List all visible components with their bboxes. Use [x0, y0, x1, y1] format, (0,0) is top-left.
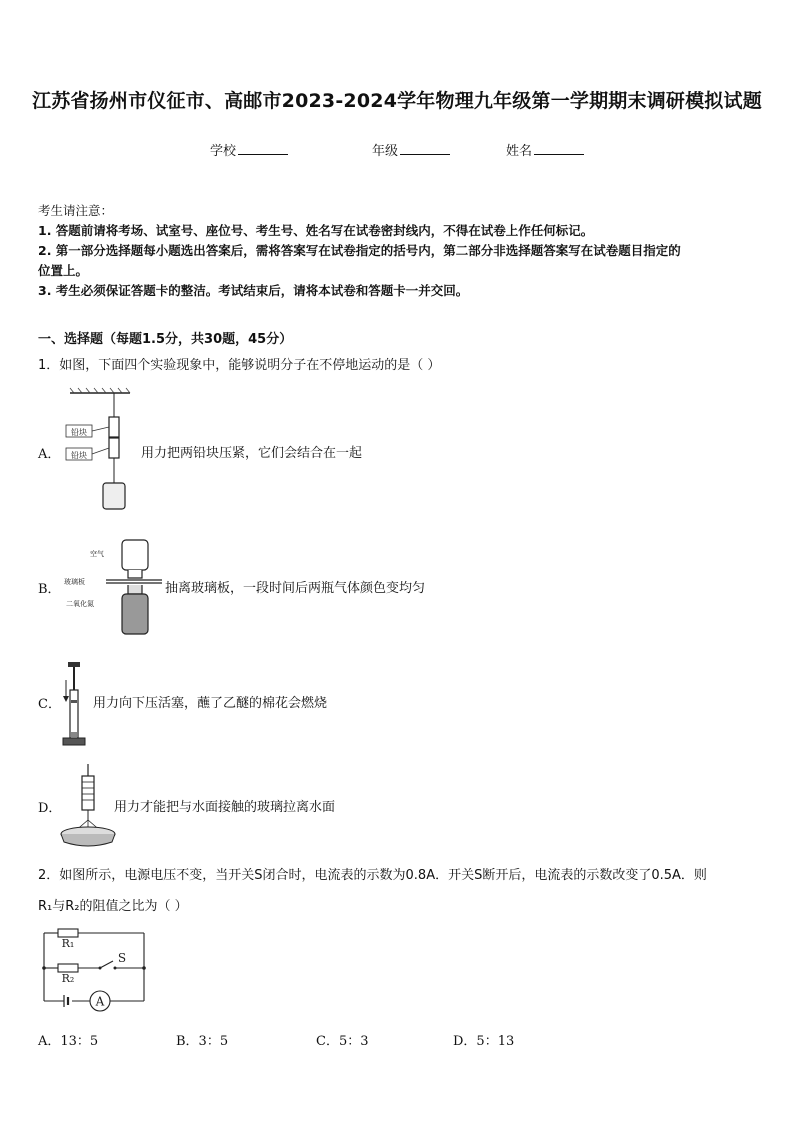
gas-label-no2: 二氧化氮: [66, 600, 94, 608]
notice-heading: 考生请注意：: [38, 203, 114, 218]
notice-item-1: 1. 答题前请将考场、试室号、座位号、考生号、姓名写在试卷密封线内，不得在试卷上作任何标记。: [38, 223, 594, 238]
grade-blank[interactable]: [400, 142, 450, 155]
r2-label: R₂: [61, 972, 75, 985]
q2-answer-a[interactable]: A．13：5: [38, 1034, 99, 1049]
q2-answer-b[interactable]: B．3：5: [176, 1034, 229, 1049]
r1-label: R₁: [61, 937, 75, 950]
school-field: [210, 140, 288, 159]
page-title: 江苏省扬州市仪征市、高邮市2023-2024学年物理九年级第一学期期末调研模拟试题: [32, 90, 762, 112]
notice-item-2: 2. 第一部分选择题每小题选出答案后，需将答案写在试卷指定的括号内，第二部分非选择题答案写在试卷题目指定的: [38, 243, 681, 258]
q1-option-c-label: C．: [38, 697, 61, 712]
glass-water-figure: [58, 762, 118, 850]
notice-item-3: 3. 考生必须保证答题卡的整洁。考试结束后，请将本试卷和答题卡一并交回。: [38, 283, 469, 298]
school-label: 学校: [210, 144, 237, 159]
q1-option-b-text: 抽离玻璃板，一段时间后两瓶气体颜色变均匀: [165, 581, 426, 596]
lead-label-bottom: 铅块: [71, 451, 87, 460]
q2-answer-c[interactable]: C．5：3: [316, 1034, 369, 1049]
gas-label-air: 空气: [90, 550, 104, 558]
q2-stem-line2: R₁与R₂的阻值之比为（ ）: [38, 899, 188, 914]
name-field: [506, 140, 584, 159]
switch-label: S: [117, 951, 127, 965]
lead-blocks-figure: [60, 385, 140, 515]
gas-label-glass: 玻璃板: [64, 578, 85, 586]
name-blank[interactable]: [534, 142, 584, 155]
lead-label-top: 铅块: [71, 428, 87, 437]
circuit-diagram: [38, 925, 150, 1010]
gas-diffusion-figure: [62, 536, 162, 641]
grade-field: [372, 140, 450, 159]
q1-option-d-label: D．: [38, 801, 62, 816]
q1-option-a-text: 用力把两铅块压紧，它们会结合在一起: [141, 446, 363, 461]
q2-stem-line1: 2．如图所示，电源电压不变，当开关S闭合时，电流表的示数为0.8A．开关S断开后，电流表的示数改变了0.5A．则: [38, 868, 707, 883]
notice-block: [38, 201, 758, 301]
school-blank[interactable]: [238, 142, 288, 155]
q1-option-d-text: 用力才能把与水面接触的玻璃拉离水面: [114, 800, 336, 815]
q1-option-c-text: 用力向下压活塞，蘸了乙醚的棉花会燃烧: [93, 696, 328, 711]
q1-option-a-label: A．: [38, 447, 61, 462]
grade-label: 年级: [372, 144, 399, 159]
q1-option-b-label: B．: [38, 582, 61, 597]
notice-item-2-cont: 位置上。: [38, 263, 89, 278]
q1-stem: 1．如图，下面四个实验现象中，能够说明分子在不停地运动的是（ ）: [38, 358, 441, 373]
q2-answer-d[interactable]: D．5：13: [453, 1034, 515, 1049]
piston-figure: [60, 660, 90, 750]
ammeter-label: A: [95, 994, 105, 1009]
section-heading: 一、选择题（每题1.5分，共30题，45分）: [38, 332, 293, 347]
name-label: 姓名: [506, 144, 533, 159]
